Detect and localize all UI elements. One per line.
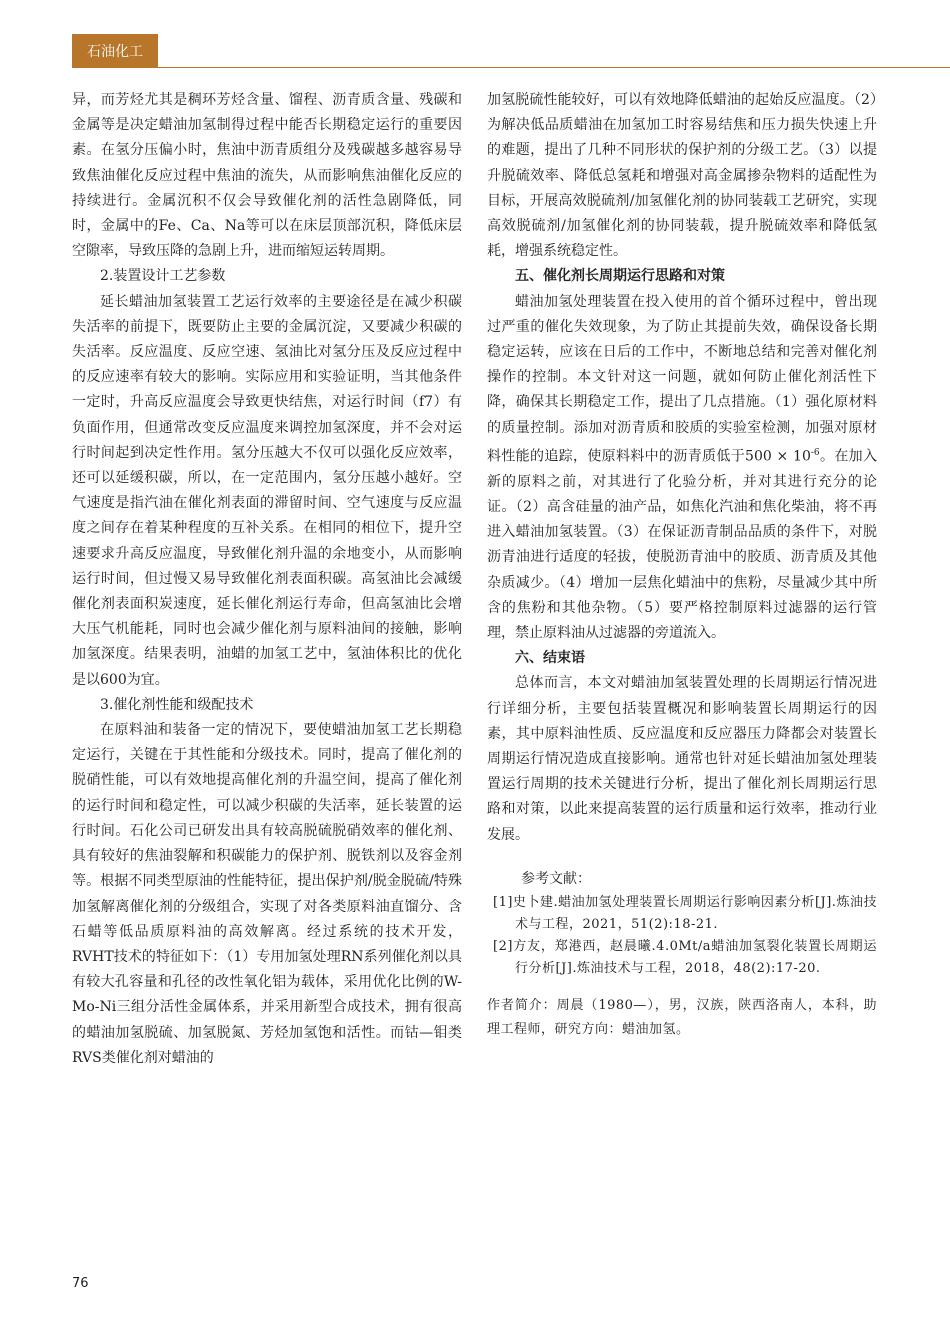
right-column <box>487 88 877 1042</box>
section-heading-6: 六、结束语 <box>515 650 585 667</box>
exponent: -6 <box>810 447 820 458</box>
paragraph-continued-right: 加氢脱硫性能较好，可以有效地降低蜡油的起始反应温度。（2）为解决低品质蜡油在加氢加工时容易结焦和压力损失快速上升的难题，提出了几种不同形状的保护剂的分级工艺。（3）以提升脱硫效率、降低总氢耗和增强对高金属掺杂物料的适配性为目标，开展高效脱硫剂/加氢催化剂的协同装载工艺研究，实现高效脱硫剂/加氢催化剂的协同装载，提升脱硫效率和降低氢耗，增强系统稳定性。 <box>487 92 877 260</box>
journal-name: 石油化工 <box>87 44 143 60</box>
left-column <box>72 88 462 1071</box>
paragraph-conclusion: 总体而言，本文对蜡油加氢装置处理的长周期运行情况进行详细分析，主要包括装置概况和影响装置长周期运行的因素，其中原料油性质、反应温度和反应器压力降都会对装置长周期运行情况造成直接影响。通常也针对延长蜡油加氢处理装置运行周期的技术关键进行分析，提出了催化剂长周期运行思路和对策，以此来提高装置的运行质量和运行效率，推动行业发展。 <box>487 675 877 843</box>
reference-item: [1]史卜建.蜡油加氢处理装置长周期运行影响因素分析[J].炼油技术与工程，2021，51(2):18-21. <box>493 894 877 932</box>
paragraph-continued: 异，而芳烃尤其是稠环芳烃含量、馏程、沥青质含量、残碳和金属等是决定蜡油加氢制得过程中能否长期稳定运行的重要因素。在氢分压偏小时，焦油中沥青质组分及残碳越多越容易导致焦油催化反应过程中焦油的流失，从而影响焦油催化反应的持续进行。金属沉积不仅会导致催化剂的活性急剧降低，同时，金属中的Fe、Ca、Na等可以在床层顶部沉积，降低床层空隙率，导致压降的急剧上升，进而缩短运转周期。 <box>72 92 462 260</box>
subsection-heading-process-parameters: 2.装置设计工艺参数 <box>100 268 226 285</box>
paragraph-section-5-part-b: 。在加入新的原料之前，对其进行了化验分析，并对其进行充分的论证。（2）高含硅量的油产品，如焦化汽油和焦化柴油，将不再进入蜡油加氢装置。（3）在保证沥青制品品质的条件下，对脱沥青油进行适度的轻拔，使脱沥青油中的胶质、沥青质及其他杂质减少。（4）增加一层焦化蜡油中的焦粉，尽量减少其中所含的焦粉和其他杂物。（5）要严格控制原料过滤器的运行管理，禁止原料油从过滤器的旁道流入。 <box>487 448 877 641</box>
paragraph-section-5 <box>487 290 877 647</box>
page-number: 76 <box>72 1276 89 1291</box>
reference-item: [2]方友，郑港西，赵晨曦.4.0Mt/a蜡油加氢裂化装置长周期运行分析[J].炼油技术与工程，2018，48(2):17-20. <box>493 938 877 976</box>
journal-name-tab <box>72 34 158 68</box>
references <box>487 868 877 980</box>
header-rule <box>158 67 950 68</box>
paragraph-process-parameters: 延长蜡油加氢装置工艺运行效率的主要途径是在减少积碳失活率的前提下，既要防止主要的金属沉淀，又要减少积碳的失活率。反应温度、反应空速、氢油比对氢分压及反应过程中的反应速率有较大的影响。实际应用和实验证明，当其他条件一定时，升高反应温度会导致更快结焦，对运行时间（f7）有负面作用，但通常改变反应温度来调控加氢深度，并不会对运行时间起到决定性作用。氢分压越大不仅可以强化反应效率，还可以延缓积碳，所以，在一定范围内，氢分压越小越好。空气速度是指汽油在催化剂表面的滞留时间、空气速度与反应温度之间存在着某种程度的互补关系。在相同的相位下，提升空速要求升高反应温度，导致催化剂升温的余地变小，从而影响运行时间，但过慢又易导致催化剂表面积碳。高氢油比会减缓催化剂表面积炭速度，延长催化剂运行寿命，但高氢油比会增大压气机能耗，同时也会减少催化剂与原料油间的接触，影响加氢深度。结果表明，油蜡的加氢工艺中，氢油体积比的优化是以600为宜。 <box>72 293 462 688</box>
author-bio: 作者简介：周晨（1980—），男，汉族，陕西洛南人，本科，助理工程师，研究方向：蜡油加氢。 <box>487 997 877 1037</box>
paragraph-catalyst: 在原料油和装备一定的情况下，要使蜡油加氢工艺长期稳定运行，关键在于其性能和分级技术。同时，提高了催化剂的脱硝性能，可以有效地提高催化剂的升温空间，提高了催化剂的运行时间和稳定性，可以减少积碳的失活率，延长装置的运行时间。石化公司已研发出具有较高脱硫脱硝效率的催化剂、具有较好的焦油裂解和积碳能力的保护剂、脱铁剂以及容金剂等。根据不同类型原油的性能特征，提出保护剂/脱金脱硫/特殊加氢解离催化剂的分级组合，实现了对各类原料油直馏分、含石蜡等低品质原料油的高效解离。经过系统的技术开发，RVHT技术的特征如下：（1）专用加氢处理RN系列催化剂以具有较大孔容量和孔径的改性氧化铝为载体，采用优化比例的W-Mo-Ni三组分活性金属体系，并采用新型合成技术，拥有很高的蜡油加氢脱硫、加氢脱氮、芳烃加氢饱和活性。而钴—钼类RVS类催化剂对蜡油的 <box>72 722 462 1066</box>
subsection-heading-catalyst: 3.催化剂性能和级配技术 <box>100 696 254 713</box>
references-title: 参考文献： <box>521 870 591 887</box>
paragraph-section-5-part-a: 蜡油加氢处理装置在投入使用的首个循环过程中，曾出现过严重的催化失效现象，为了防止其提前失效，确保设备长期稳定运转，应该在日后的工作中，不断地总结和完善对催化剂操作的控制。本文针对这一问题，就如何防止催化剂活性下降，确保其长期稳定工作，提出了几点措施。（1）强化原材料的质量控制。添加对沥青质和胶质的实验室检测，加强对原材料性能的追踪，使原料料中的沥青质低于500 × 10 <box>487 293 877 465</box>
section-heading-5: 五、催化剂长周期运行思路和对策 <box>515 268 725 285</box>
